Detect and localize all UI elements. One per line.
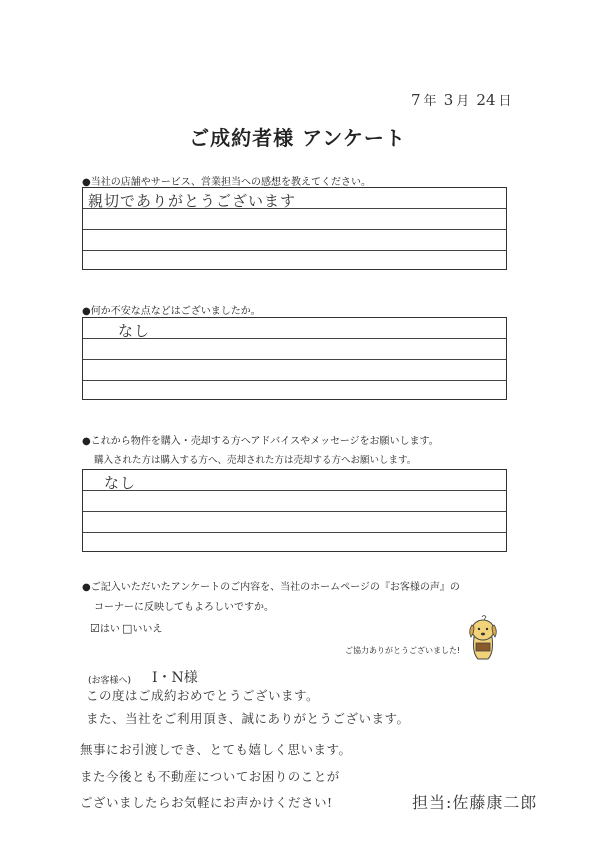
comment-line-2: また、当社をご利用頂き、誠にありがとうございます。 <box>86 711 410 726</box>
question-1: ●当社の店舗やサービス、営業担当への感想を教えてください。 <box>82 177 372 188</box>
ruled-line <box>83 359 506 360</box>
question-4-line-1: ●ご記入いただいたアンケートのご内容を、当社のホームページの『お客様の声』の <box>82 582 460 593</box>
date-month-unit: 月 <box>456 94 470 109</box>
thanks-message: ご協力ありがとうございました! <box>345 646 461 655</box>
ruled-line <box>83 532 506 533</box>
date-day-unit: 日 <box>498 94 512 109</box>
ruled-line <box>83 511 506 512</box>
customer-name: I・N様 <box>152 670 198 686</box>
option-yes-label: はい <box>99 624 120 635</box>
staff-signature: 担当:佐藤康二郎 <box>412 793 538 812</box>
question-4-line-2: コーナーに反映してもよろしいですか。 <box>94 602 274 613</box>
ruled-line <box>83 229 506 230</box>
comment-line-5: ございましたらお気軽にお声かけください! <box>80 795 333 810</box>
answer-1: 親切でありがとうございます <box>88 192 297 210</box>
date-month: 3 <box>443 91 454 109</box>
date-year: 7 <box>411 91 421 109</box>
answer-3: なし <box>104 474 137 492</box>
comment-line-1: この度はご成約おめでとうございます。 <box>86 688 320 703</box>
dog-mascot-icon <box>464 615 502 661</box>
option-no[interactable] <box>122 620 162 635</box>
answer-2: なし <box>118 322 151 340</box>
date-year-unit: 年 <box>423 94 437 109</box>
customer-label: (お客様へ) <box>88 676 132 686</box>
option-no-label: いいえ <box>132 624 163 635</box>
ruled-line <box>83 490 506 491</box>
comment-line-4: また今後とも不動産についてお困りのことが <box>80 769 340 784</box>
unchecked-checkbox-icon[interactable]: □ <box>122 622 133 635</box>
ruled-line <box>83 250 506 251</box>
option-yes[interactable] <box>90 620 120 635</box>
comment-line-3: 無事にお引渡しでき、とても嬉しく思います。 <box>80 742 352 757</box>
question-3-note: 購入された方は購入する方へ、売却された方は売却する方へお願いします。 <box>94 455 417 466</box>
survey-date <box>408 90 512 109</box>
page-title: ご成約者様 アンケート <box>189 126 406 150</box>
date-day: 24 <box>476 91 496 109</box>
answer-box-3 <box>82 469 507 552</box>
question-3: ●これから物件を購入・売却する方へアドバイスやメッセージをお願いします。 <box>82 436 439 447</box>
checked-checkbox-icon[interactable]: ☑ <box>90 622 100 635</box>
question-2: ●何か不安な点などはございましたか。 <box>82 306 261 317</box>
ruled-line <box>83 380 506 381</box>
